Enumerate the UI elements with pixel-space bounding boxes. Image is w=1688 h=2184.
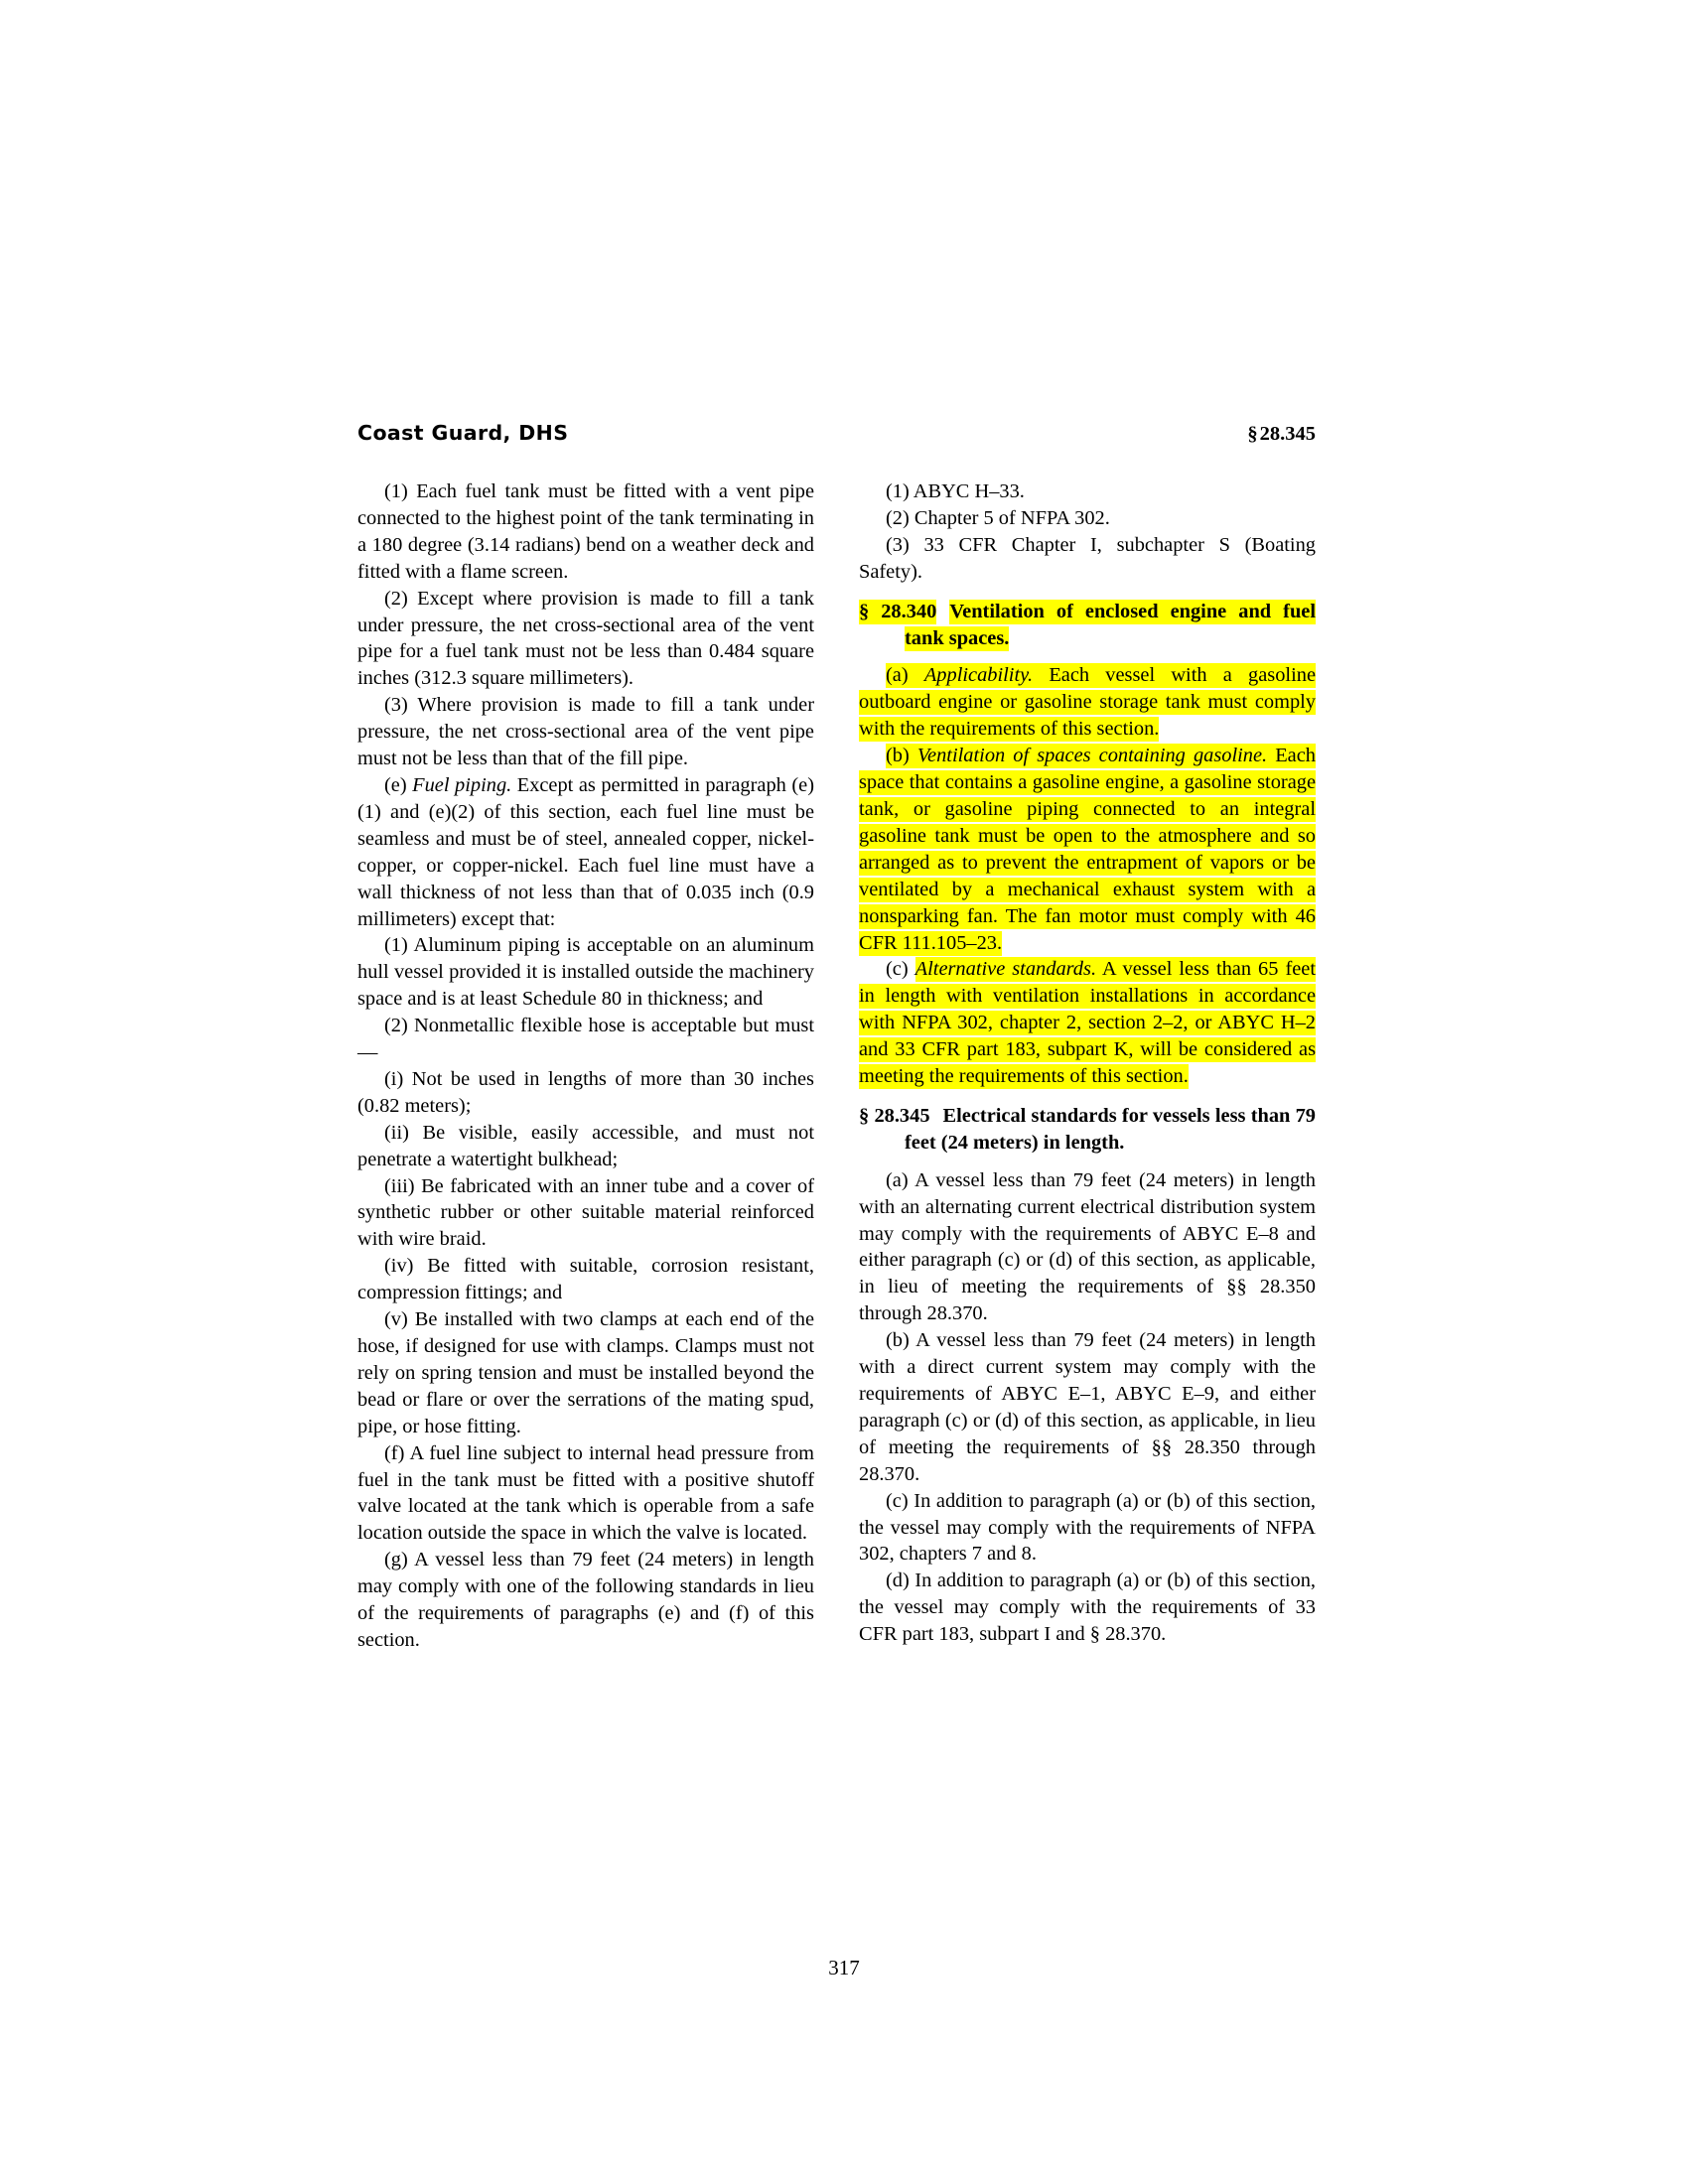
paragraph-340-b-body: Each space that contains a gasoline engine, a gasoline storage tank, or gasoline piping connected to an integral gasoline tank must be open to the atmosphere and so arranged as to prevent the entrapment of vapors or be ventilated by a mechanical exhaust system with a nonsparking fan. The fan motor must comply with 46 CFR 111.105–23. [859,745,1316,954]
section-heading-28-345 [859,1103,1316,1157]
paragraph-e3: (3) Where provision is made to fill a tank under pressure, the net cross-sectional area of the vent pipe must not be less than that of the fill pipe. [357,694,814,770]
paragraph-345-b: (b) A vessel less than 79 feet (24 meters) in length with a direct current system may comply with the requirements of ABYC E–1, ABYC E–9, and either paragraph (c) or (d) of this section, as applicable, in lieu of meeting the requirements of §§ 28.350 through 28.370. [859,1329,1316,1485]
paragraph-label-340-a: (a) [886,664,909,687]
paragraph-340-a [859,662,1316,743]
running-head-section-number: 28.345 [1259,423,1316,445]
paragraph-e2-iv: (iv) Be fitted with suitable, corrosion resistant, compression fittings; and [357,1255,814,1304]
paragraph-e1: (1) Each fuel tank must be fitted with a vent pipe connected to the highest point of the tank terminating in a 180 degree (3.14 radians) bend on a weather deck and fitted with a flame screen. [357,480,814,583]
list-item-g2: (2) Chapter 5 of NFPA 302. [886,506,1110,529]
paragraph-345-d: (d) In addition to paragraph (a) or (b) of this section, the vessel may comply with the requirements of 33 CFR part 183, subpart I and § 28.370. [859,1570,1316,1646]
paragraph-e2-ii: (ii) Be visible, easily accessible, and must not penetrate a watertight bulkhead; [357,1121,814,1170]
paragraph-e2: (2) Except where provision is made to fill a tank under pressure, the net cross-sectional area of the vent pipe for a fuel tank must not be less than 0.484 square inches (312.3 square millimeters). [357,587,814,690]
two-column-body [357,478,1316,1654]
italic-term-applicability: Applicability. [923,664,1034,687]
paragraph-e2-v: (v) Be installed with two clamps at each end of the hose, if designed for use with clamps. Clamps must not rely on spring tension and must be installed beyond the bead or flare or over the serrations of the mating spud, pipe, or hose fitting. [357,1308,814,1437]
page-number: 317 [828,1956,860,1979]
running-head-left: Coast Guard, DHS [357,421,569,445]
paragraph-345-c: (c) In addition to paragraph (a) or (b) of this section, the vessel may comply with the requirements of NFPA 302, chapters 7 and 8. [859,1489,1316,1566]
list-item-g1: (1) ABYC H–33. [886,480,1025,502]
paragraph-e-fuel-piping [357,772,814,932]
section-heading-28-340 [859,599,1316,652]
paragraph-340-c [859,956,1316,1090]
paragraph-345-a: (a) A vessel less than 79 feet (24 meters) in length with an alternating current electrical distribution system may comply with the requirements of ABYC E–8 and either paragraph (c) or (d) of this section, as applicable, in lieu of meeting the requirements of §§ 28.350 through 28.370. [859,1168,1316,1325]
paragraph-label-e: (e) [384,773,407,796]
paragraph-e2-i: (i) Not be used in lengths of more than 30 inches (0.82 meters); [357,1067,814,1117]
italic-term-ventilation-of-spaces: Ventilation of spaces containing gasoline. [916,745,1268,767]
list-item-g3: (3) 33 CFR Chapter I, subchapter S (Boating Safety). [859,533,1316,583]
paragraph-e2b: (2) Nonmetallic flexible hose is acceptable but must— [357,1015,814,1064]
paragraph-e-body: Except as permitted in paragraph (e)(1) and (e)(2) of this section, each fuel line must be seamless and must be of steel, annealed copper, nickel-copper, or copper-nickel. Each fuel line must have a wall thickness of not less than that of 0.035 inch (0.9 millimeters) except that: [357,773,814,930]
left-column [357,478,814,1654]
section-heading-28-340-title: Ventilation of enclosed engine and fuel tank spaces. [905,600,1317,649]
paragraph-label-340-c: (c) [886,958,909,981]
italic-term-alternative-standards: Alternative standards. [914,958,1097,981]
running-head [357,421,1316,446]
italic-term-fuel-piping: Fuel piping. [412,773,512,796]
running-head-right [1247,423,1316,446]
paragraph-340-c-body: A vessel less than 65 feet in length with ventilation installations in accordance with NFPA 302, chapter 2, section 2–2, or ABYC H–2 and 33 CFR part 183, subpart K, will be considered as meeting the requirements of this section. [859,958,1317,1088]
paragraph-340-a-body: Each vessel with a gasoline outboard engine or gasoline storage tank must comply with the requirements of this section. [859,664,1316,741]
paragraph-label-340-b: (b) [886,745,910,767]
right-column [859,478,1316,1654]
section-symbol: § [1247,423,1258,445]
paragraph-g: (g) A vessel less than 79 feet (24 meters) in length may comply with one of the following standards in lieu of the requirements of paragraphs (e) and (f) of this section. [357,1549,814,1651]
paragraph-f: (f) A fuel line subject to internal head pressure from fuel in the tank must be fitted with a positive shutoff valve located at the tank which is operable from a safe location outside the space in which the valve is located. [357,1441,814,1545]
section-heading-28-345-number: § 28.345 [859,1104,930,1127]
paragraph-340-b [859,743,1316,956]
section-heading-28-345-title: Electrical standards for vessels less than 79 feet (24 meters) in length. [905,1104,1316,1154]
paragraph-e2-iii: (iii) Be fabricated with an inner tube and a cover of synthetic rubber or other suitable material reinforced with wire braid. [357,1174,814,1251]
section-heading-28-340-number: § 28.340 [859,600,937,622]
paragraph-e1b: (1) Aluminum piping is acceptable on an aluminum hull vessel provided it is installed outside the machinery space and is at least Schedule 80 in thickness; and [357,934,814,1011]
